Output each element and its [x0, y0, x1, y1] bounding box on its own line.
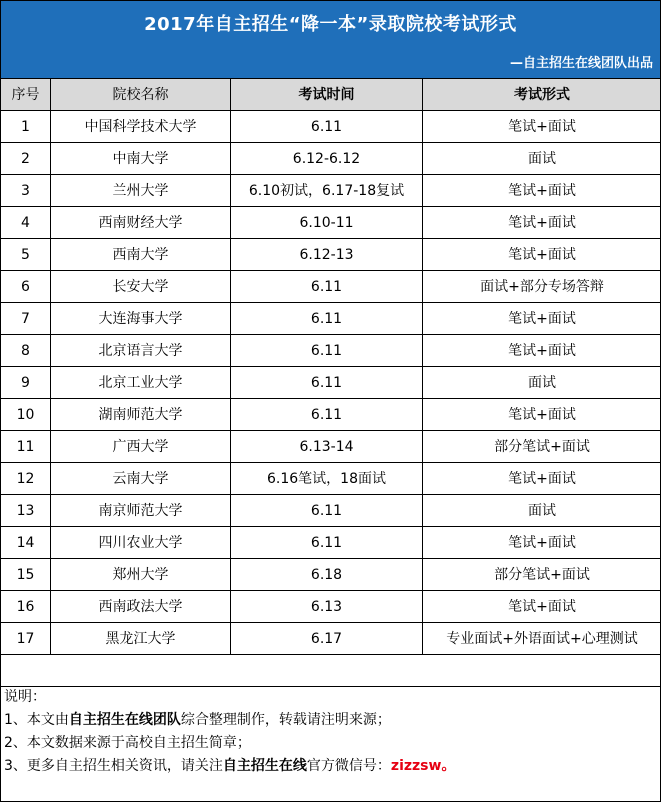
cell-exam-format: 笔试+面试: [423, 111, 661, 143]
cell-school: 北京语言大学: [51, 335, 231, 367]
page-subtitle: —自主招生在线团队出品: [509, 56, 653, 71]
cell-school: 西南财经大学: [51, 207, 231, 239]
notes-line-1-team: 自主招生在线团队: [68, 712, 181, 728]
table-row: [1, 591, 661, 623]
cell-exam-time: 6.11: [231, 335, 423, 367]
cell-school: 黑龙江大学: [51, 623, 231, 655]
cell-exam-time: 6.16笔试，18面试: [231, 463, 423, 495]
cell-school: 云南大学: [51, 463, 231, 495]
column-header-exam-format: 考试形式: [423, 79, 661, 111]
cell-exam-format: 面试: [423, 495, 661, 527]
table-row: [1, 431, 661, 463]
table-row: [1, 367, 661, 399]
notes-heading: 说明：: [4, 689, 46, 705]
column-header-school: 院校名称: [51, 79, 231, 111]
table-row: [1, 175, 661, 207]
cell-exam-time: 6.11: [231, 303, 423, 335]
cell-school: 西南大学: [51, 239, 231, 271]
cell-exam-time: 6.10初试，6.17-18复试: [231, 175, 423, 207]
cell-index: 16: [1, 591, 51, 623]
table-row: [1, 399, 661, 431]
cell-index: 15: [1, 559, 51, 591]
notes-section: [4, 686, 455, 778]
cell-school: 郑州大学: [51, 559, 231, 591]
cell-exam-format: 面试+部分专场答辩: [423, 271, 661, 303]
table-row: [1, 527, 661, 559]
cell-exam-format: 部分笔试+面试: [423, 559, 661, 591]
table-row: [1, 495, 661, 527]
cell-exam-format: 笔试+面试: [423, 239, 661, 271]
cell-exam-format: 笔试+面试: [423, 463, 661, 495]
table-row: [1, 559, 661, 591]
table-row: [1, 303, 661, 335]
notes-line-3-end: 。: [441, 758, 456, 774]
cell-exam-time: 6.11: [231, 399, 423, 431]
cell-index: 11: [1, 431, 51, 463]
empty-cell: [1, 655, 661, 687]
cell-index: 10: [1, 399, 51, 431]
cell-exam-format: 笔试+面试: [423, 527, 661, 559]
table-row: [1, 335, 661, 367]
cell-index: 17: [1, 623, 51, 655]
notes-line-3-mid: 官方微信号：: [306, 758, 391, 774]
cell-school: 中国科学技术大学: [51, 111, 231, 143]
cell-exam-time: 6.10-11: [231, 207, 423, 239]
cell-index: 9: [1, 367, 51, 399]
table-row: [1, 111, 661, 143]
cell-exam-format: 笔试+面试: [423, 591, 661, 623]
cell-school: 四川农业大学: [51, 527, 231, 559]
table-row: [1, 239, 661, 271]
cell-exam-format: 笔试+面试: [423, 207, 661, 239]
cell-exam-time: 6.18: [231, 559, 423, 591]
cell-index: 14: [1, 527, 51, 559]
table-row: [1, 207, 661, 239]
notes-line-2: 2、本文数据来源于高校自主招生简章；: [4, 735, 251, 751]
cell-school: 西南政法大学: [51, 591, 231, 623]
cell-school: 长安大学: [51, 271, 231, 303]
notes-line-1: [4, 709, 455, 732]
cell-exam-time: 6.13: [231, 591, 423, 623]
column-header-exam-time: 考试时间: [231, 79, 423, 111]
cell-exam-time: 6.12-6.12: [231, 143, 423, 175]
cell-exam-format: 笔试+面试: [423, 303, 661, 335]
cell-school: 北京工业大学: [51, 367, 231, 399]
cell-exam-format: 部分笔试+面试: [423, 431, 661, 463]
cell-index: 6: [1, 271, 51, 303]
title-banner: [0, 0, 661, 78]
cell-index: 12: [1, 463, 51, 495]
cell-index: 13: [1, 495, 51, 527]
wechat-id: zizzsw: [390, 758, 442, 774]
cell-index: 5: [1, 239, 51, 271]
table-body: [1, 111, 661, 655]
cell-index: 8: [1, 335, 51, 367]
cell-index: 7: [1, 303, 51, 335]
table-header-row: [1, 79, 661, 111]
cell-index: 2: [1, 143, 51, 175]
cell-exam-format: 笔试+面试: [423, 335, 661, 367]
notes-line-3-brand: 自主招生在线: [222, 758, 307, 774]
table-row: [1, 271, 661, 303]
cell-exam-time: 6.11: [231, 271, 423, 303]
cell-exam-format: 笔试+面试: [423, 399, 661, 431]
cell-school: 湖南师范大学: [51, 399, 231, 431]
notes-line-1-suffix: 综合整理制作，转载请注明来源；: [180, 712, 391, 728]
notes-line-1-prefix: 1、本文由: [4, 712, 69, 728]
cell-exam-format: 面试: [423, 143, 661, 175]
column-header-index: 序号: [1, 79, 51, 111]
cell-exam-time: 6.11: [231, 367, 423, 399]
cell-school: 南京师范大学: [51, 495, 231, 527]
table-row: [1, 143, 661, 175]
cell-school: 广西大学: [51, 431, 231, 463]
cell-school: 中南大学: [51, 143, 231, 175]
cell-index: 3: [1, 175, 51, 207]
table-row-empty: [1, 655, 661, 687]
page-title: 2017年自主招生“降一本”录取院校考试形式: [144, 14, 517, 35]
cell-exam-format: 面试: [423, 367, 661, 399]
cell-exam-format: 笔试+面试: [423, 175, 661, 207]
cell-exam-time: 6.11: [231, 111, 423, 143]
table-row: [1, 623, 661, 655]
cell-exam-time: 6.11: [231, 495, 423, 527]
cell-school: 大连海事大学: [51, 303, 231, 335]
cell-index: 1: [1, 111, 51, 143]
cell-exam-format: 专业面试+外语面试+心理测试: [423, 623, 661, 655]
notes-line-3: [4, 755, 455, 778]
cell-school: 兰州大学: [51, 175, 231, 207]
cell-exam-time: 6.17: [231, 623, 423, 655]
cell-index: 4: [1, 207, 51, 239]
cell-exam-time: 6.12-13: [231, 239, 423, 271]
cell-exam-time: 6.13-14: [231, 431, 423, 463]
exam-table: [0, 78, 661, 687]
cell-exam-time: 6.11: [231, 527, 423, 559]
notes-line-3-prefix: 3、更多自主招生相关资讯，请关注: [4, 758, 223, 774]
table-row: [1, 463, 661, 495]
